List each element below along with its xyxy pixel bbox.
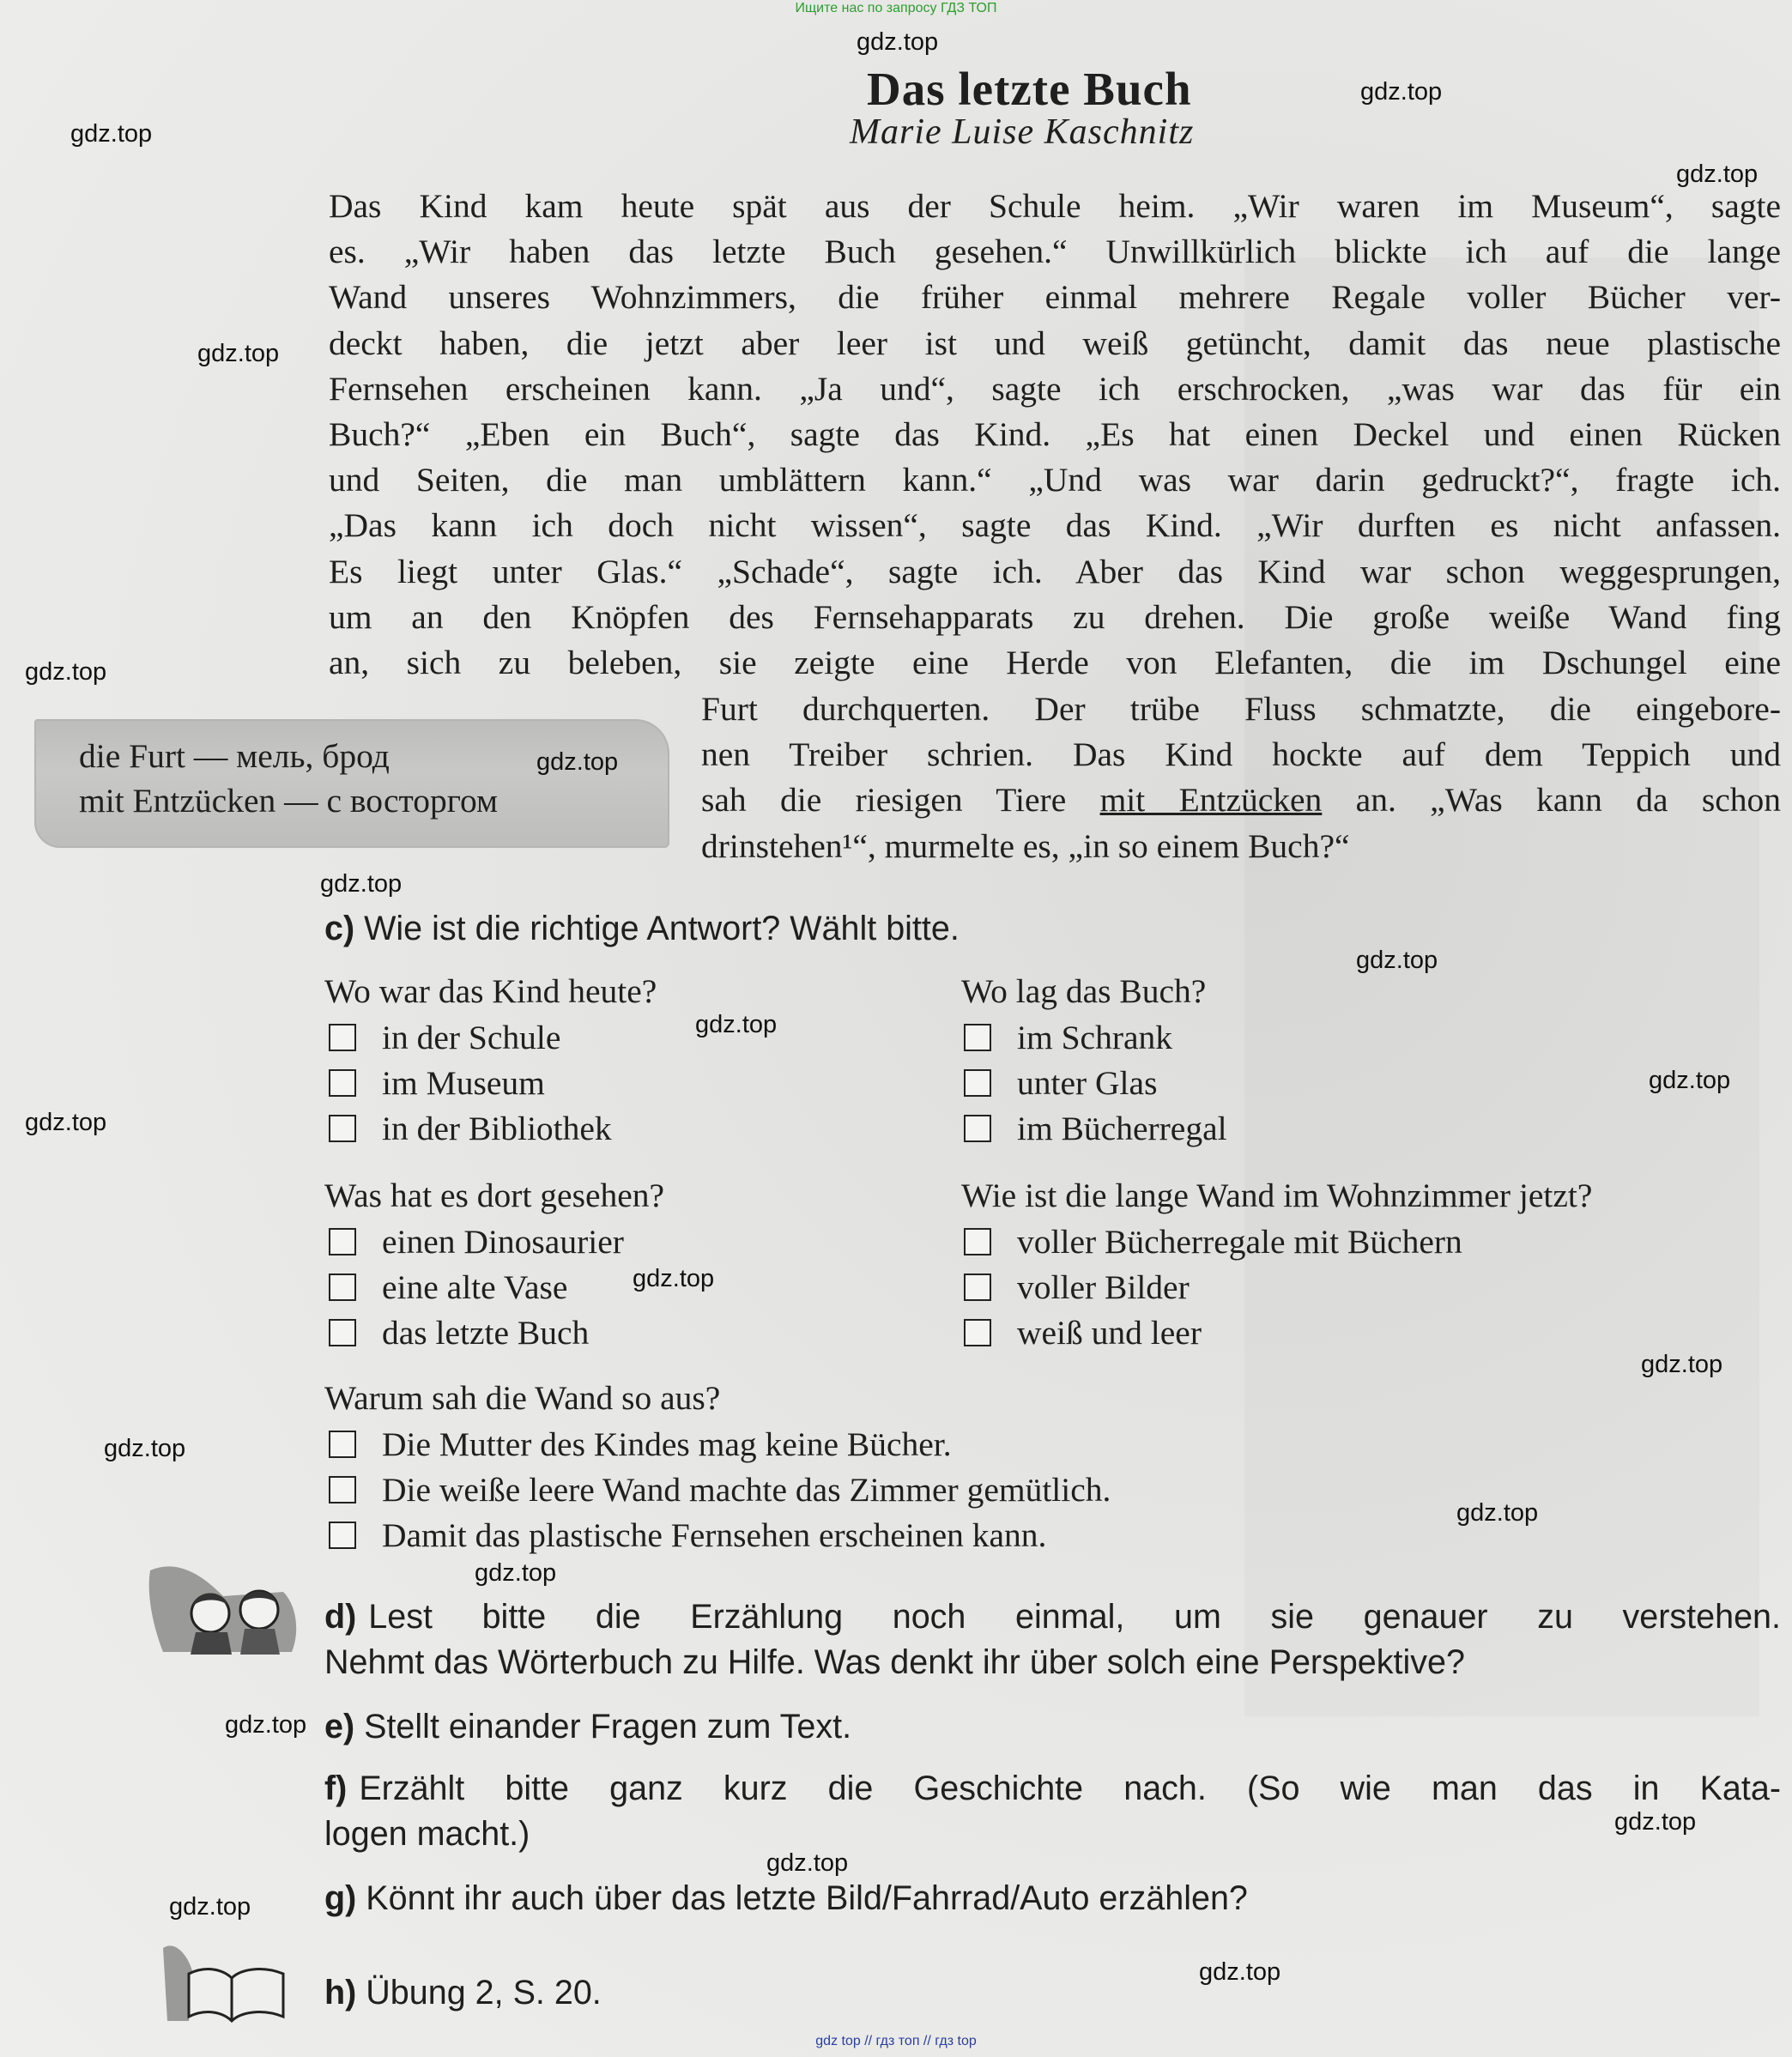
watermark: gdz.top (169, 1893, 251, 1921)
task-line (324, 1598, 1781, 1637)
top-banner: Ищите нас по запросу ГДЗ ТОП (795, 1, 997, 15)
watermark: gdz.top (766, 1849, 849, 1877)
checkbox[interactable] (964, 1069, 991, 1097)
task-text: Lest bitte die Erzählung noch einmal, um sie genauer zu verstehen. (368, 1598, 1781, 1636)
quiz-question: Warum sah die Wand so aus? (324, 1379, 721, 1417)
quiz-option[interactable] (329, 1313, 589, 1352)
story-line: es. „Wir haben das letzte Buch gesehen.“ Unwillkürlich blickte ich auf die lange (329, 233, 1781, 271)
quiz-option[interactable] (329, 1470, 1111, 1509)
task-text: Wie ist die richtige Antwort? Wählt bitte. (364, 910, 960, 947)
story-line: und Seiten, die man umblättern kann.“ „Und was war darin gedruckt?“, fragte ich. (329, 461, 1781, 499)
watermark: gdz.top (1641, 1351, 1723, 1378)
option-label: im Bücherregal (1017, 1110, 1227, 1147)
story-line: nen Treiber schrien. Das Kind hockte auf dem Teppich und (701, 735, 1781, 774)
story-line: an, sich zu beleben, sie zeigte eine Herde von Elefanten, die im Dschungel eine (329, 644, 1781, 682)
story-author: Marie Luise Kaschnitz (850, 112, 1195, 152)
checkbox[interactable] (964, 1024, 991, 1051)
checkbox[interactable] (964, 1228, 991, 1255)
watermark: gdz.top (104, 1435, 186, 1462)
checkbox[interactable] (329, 1522, 356, 1549)
watermark: gdz.top (1360, 78, 1443, 106)
story-line: deckt haben, die jetzt aber leer ist und weiß getüncht, damit das neue plastische (329, 324, 1781, 362)
checkbox[interactable] (329, 1115, 356, 1142)
task-e (324, 1708, 851, 1746)
option-label: Damit das plastische Fernsehen erscheinen kann. (382, 1516, 1047, 1554)
quiz-option[interactable] (964, 1063, 1157, 1103)
option-label: in der Schule (382, 1019, 561, 1056)
quiz-question: Wie ist die lange Wand im Wohnzimmer jetzt? (961, 1177, 1593, 1214)
checkbox[interactable] (964, 1274, 991, 1301)
task-g (324, 1879, 1248, 1918)
story-line: Furt durchquerten. Der trübe Fluss schmatzte, die eingebore- (701, 690, 1781, 728)
task-c (324, 910, 960, 948)
task-letter: d) (324, 1598, 357, 1636)
task-letter: e) (324, 1708, 355, 1745)
watermark: gdz.top (1649, 1067, 1731, 1094)
watermark: gdz.top (695, 1011, 778, 1038)
story-line: „Das kann ich doch nicht wissen“, sagte das Kind. „Wir durften es nicht anfassen. (329, 506, 1781, 545)
task-letter: f) (324, 1770, 348, 1807)
quiz-option[interactable] (964, 1313, 1202, 1352)
watermark: gdz.top (25, 1109, 107, 1136)
task-text: Erzählt bitte ganz kurz die Geschichte nach. (So wie man das in Kata- (359, 1770, 1781, 1807)
quiz-option[interactable] (964, 1109, 1227, 1148)
checkbox[interactable] (329, 1431, 356, 1458)
option-label: im Museum (382, 1064, 545, 1102)
task-letter: c) (324, 910, 355, 947)
underlined-phrase: mit Entzücken (1099, 781, 1323, 820)
quiz-option[interactable] (329, 1063, 545, 1103)
story-line: drinstehen¹“, murmelte es, „in so einem Buch?“ (701, 826, 1350, 865)
watermark: gdz.top (320, 870, 403, 898)
task-text: Nehmt das Wörterbuch zu Hilfe. Was denkt ihr über solch eine Perspektive? (324, 1643, 1465, 1681)
story-text-continued (701, 687, 1781, 869)
watermark: gdz.top (857, 28, 939, 56)
pair-work-icon (146, 1553, 309, 1656)
quiz-question: Wo lag das Buch? (961, 972, 1207, 1010)
watermark: gdz.top (1676, 160, 1759, 188)
watermark: gdz.top (475, 1559, 557, 1587)
task-d (324, 1598, 1783, 1682)
bottom-banner: gdz top // гдз топ // гдз top (815, 2034, 977, 2048)
task-h (324, 1974, 602, 2012)
story-title: Das letzte Buch (867, 63, 1192, 115)
task-text: Übung 2, S. 20. (366, 1974, 602, 2012)
quiz-option[interactable] (329, 1018, 560, 1057)
quiz-option[interactable] (329, 1425, 952, 1464)
option-label: einen Dinosaurier (382, 1223, 624, 1261)
quiz-option[interactable] (964, 1267, 1190, 1307)
watermark: gdz.top (1456, 1499, 1539, 1527)
story-line: Es liegt unter Glas.“ „Schade“, sagte ich. Aber das Kind war schon weggesprungen, (329, 552, 1781, 590)
story-line (701, 777, 1781, 823)
option-label: im Schrank (1017, 1019, 1173, 1056)
watermark: gdz.top (225, 1711, 307, 1739)
story-line: Wand unseres Wohnzimmers, die früher einmal mehrere Regale voller Bücher ver- (329, 278, 1781, 317)
checkbox[interactable] (964, 1319, 991, 1346)
vocab-entry: mit Entzücken — с восторгом (79, 782, 499, 820)
checkbox[interactable] (329, 1274, 356, 1301)
task-letter: h) (324, 1974, 357, 2012)
task-f (324, 1770, 1783, 1854)
watermark: gdz.top (25, 658, 107, 686)
watermark: gdz.top (197, 340, 280, 367)
watermark: gdz.top (633, 1265, 715, 1292)
task-text: logen macht.) (324, 1815, 530, 1853)
watermark: gdz.top (1199, 1958, 1281, 1986)
option-label: weiß und leer (1017, 1314, 1202, 1352)
story-line: um an den Knöpfen des Fernsehapparats zu drehen. Die große weiße Wand fing (329, 597, 1781, 636)
watermark: gdz.top (1356, 947, 1438, 974)
option-label: in der Bibliothek (382, 1110, 612, 1147)
task-text: Stellt einander Fragen zum Text. (364, 1708, 852, 1745)
quiz-question: Wo war das Kind heute? (324, 972, 657, 1010)
option-label: Die Mutter des Kindes mag keine Bücher. (382, 1425, 952, 1463)
quiz-option[interactable] (329, 1267, 567, 1307)
checkbox[interactable] (964, 1115, 991, 1142)
story-line: Das Kind kam heute spät aus der Schule heim. „Wir waren im Museum“, sagte (329, 187, 1781, 225)
open-book-icon (154, 1939, 292, 2025)
quiz-question: Was hat es dort gesehen? (324, 1177, 665, 1214)
checkbox[interactable] (329, 1024, 356, 1051)
story-text (329, 184, 1781, 686)
task-letter: g) (324, 1879, 357, 1917)
watermark: gdz.top (70, 120, 153, 148)
task-text: Könnt ihr auch über das letzte Bild/Fahrrad/Auto erzählen? (366, 1879, 1248, 1917)
task-line (324, 1770, 1781, 1808)
quiz-option[interactable] (329, 1222, 624, 1261)
story-fragment: an. „Was kann da schon (1322, 781, 1781, 820)
vocab-entry: die Furt — мель, брод (79, 737, 390, 775)
option-label: das letzte Buch (382, 1314, 590, 1352)
quiz-option[interactable] (964, 1018, 1172, 1057)
option-label: voller Bücherregale mit Büchern (1017, 1223, 1462, 1261)
option-label: voller Bilder (1017, 1268, 1190, 1306)
checkbox[interactable] (329, 1228, 356, 1255)
checkbox[interactable] (329, 1476, 356, 1503)
quiz-option[interactable] (329, 1516, 1046, 1555)
quiz-option[interactable] (329, 1109, 612, 1148)
checkbox[interactable] (329, 1319, 356, 1346)
story-fragment: sah die riesigen Tiere (701, 781, 1100, 820)
watermark: gdz.top (536, 748, 619, 776)
checkbox[interactable] (329, 1069, 356, 1097)
option-label: eine alte Vase (382, 1268, 568, 1306)
story-line: Buch?“ „Eben ein Buch“, sagte das Kind. „Es hat einen Deckel und einen Rücken (329, 415, 1781, 454)
option-label: unter Glas (1017, 1064, 1158, 1102)
watermark: gdz.top (1614, 1808, 1697, 1836)
option-label: Die weiße leere Wand machte das Zimmer gemütlich. (382, 1471, 1111, 1509)
quiz-option[interactable] (964, 1222, 1462, 1261)
story-line: Fernsehen erscheinen kann. „Ja und“, sagte ich erschrocken, „was war das für ein (329, 369, 1781, 408)
